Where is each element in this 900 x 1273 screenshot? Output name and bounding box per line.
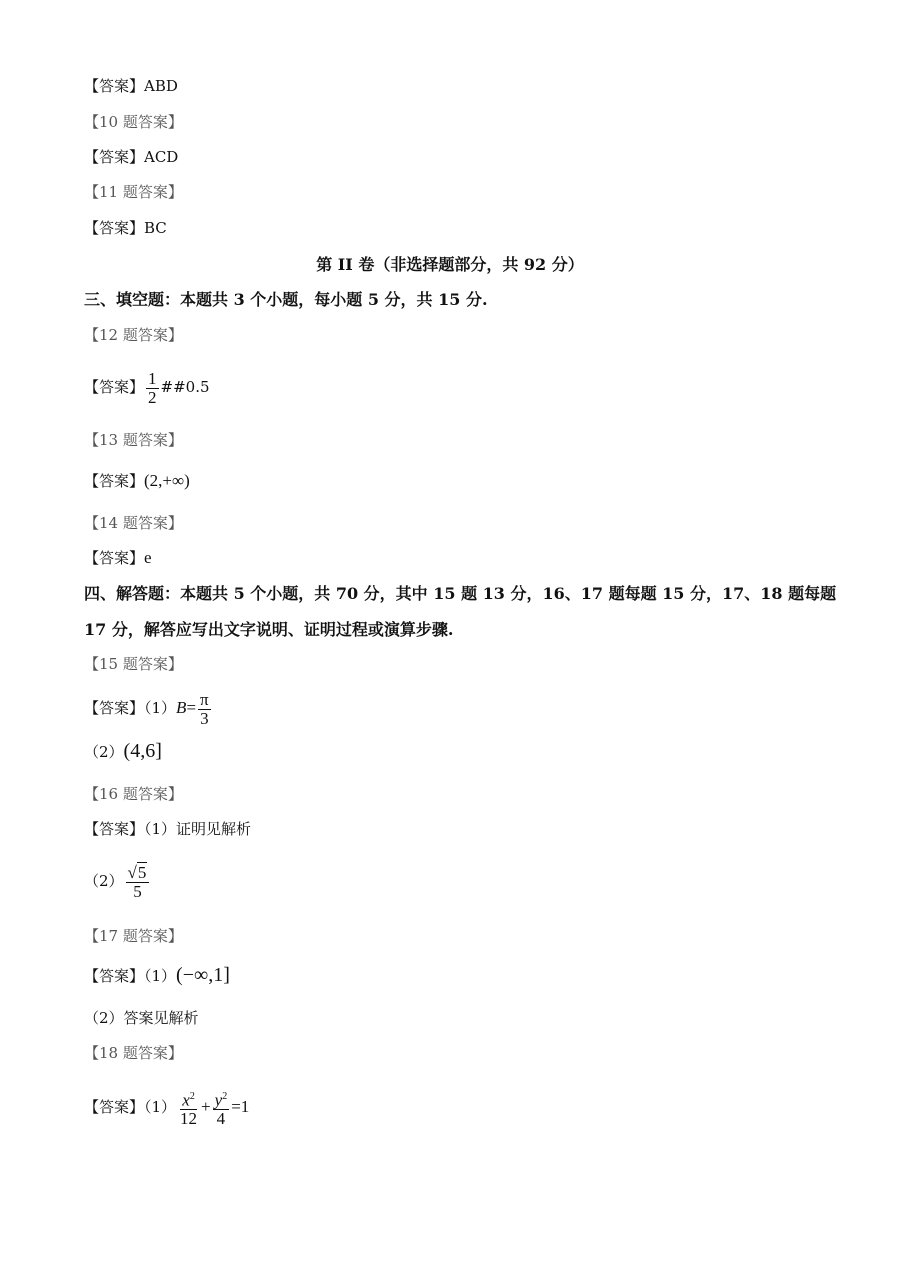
part-label: （2） bbox=[84, 872, 124, 890]
q15-label: 【15 题答案】 bbox=[84, 655, 183, 673]
variable-b: B bbox=[176, 698, 187, 717]
answer-q14 bbox=[84, 548, 152, 568]
exponent: 2 bbox=[189, 1090, 195, 1102]
answer-q15-part1 bbox=[84, 685, 213, 731]
radicand: 5 bbox=[137, 862, 147, 882]
q10-label: 【10 题答案】 bbox=[84, 113, 183, 131]
answer-prefix: 【答案】 bbox=[84, 472, 145, 490]
interval-value: (4,6] bbox=[123, 740, 162, 762]
q16-label: 【16 题答案】 bbox=[84, 785, 183, 803]
variable-y: y bbox=[214, 1090, 223, 1110]
q12-label: 【12 题答案】 bbox=[84, 326, 183, 344]
section4-title-line2: 17 分，解答应写出文字说明、证明过程或演算步骤. bbox=[84, 620, 454, 639]
fraction-one-half bbox=[146, 370, 159, 407]
part-label: （2） bbox=[84, 743, 124, 761]
answer-alt-value: ##0.5 bbox=[160, 378, 210, 396]
answer-q17-part2: （2）答案见解析 bbox=[84, 1009, 199, 1027]
answer-q13 bbox=[84, 471, 190, 491]
plus-sign: + bbox=[201, 1097, 211, 1116]
answer-prefix: 【答案】（1） bbox=[84, 1098, 177, 1116]
fraction-denominator: 4 bbox=[216, 1109, 226, 1129]
fraction-numerator bbox=[126, 864, 150, 883]
fraction-sqrt5-over-5 bbox=[126, 864, 150, 901]
fraction-denominator: 12 bbox=[180, 1109, 198, 1129]
answer-q10: 【答案】ACD bbox=[84, 148, 179, 166]
answer-prefix: 【答案】（1） bbox=[84, 699, 177, 717]
fraction-x2-over-12 bbox=[178, 1088, 199, 1129]
equals-sign: = bbox=[186, 698, 197, 717]
q11-label: 【11 题答案】 bbox=[84, 183, 183, 201]
q14-label: 【14 题答案】 bbox=[84, 514, 183, 532]
section4-title-line1: 四、解答题：本题共 5 个小题，共 70 分，其中 15 题 13 分，16、17 题每题 15 分，17、18 题每题 bbox=[84, 584, 837, 603]
answer-q17-part1 bbox=[84, 965, 230, 986]
answer-q15-part2 bbox=[84, 741, 162, 762]
fraction-pi-over-3 bbox=[198, 691, 211, 728]
answer-prefix: 【答案】（1） bbox=[84, 967, 177, 985]
equals-one: =1 bbox=[231, 1097, 250, 1116]
answer-q16-part2 bbox=[84, 858, 151, 908]
answer-q12 bbox=[84, 364, 210, 410]
answer-q9: 【答案】ABD bbox=[84, 77, 178, 95]
exponent: 2 bbox=[222, 1090, 228, 1102]
interval-value: (2,+∞) bbox=[144, 471, 190, 490]
fraction-denominator: 2 bbox=[148, 387, 157, 407]
fraction-numerator: π bbox=[200, 689, 209, 709]
fraction-numerator bbox=[213, 1088, 230, 1111]
section3-title: 三、填空题：本题共 3 个小题，每小题 5 分，共 15 分. bbox=[84, 290, 488, 309]
interval-value: (−∞,1] bbox=[176, 964, 230, 986]
answer-q16-part1: 【答案】（1）证明见解析 bbox=[84, 820, 252, 838]
answer-q11: 【答案】BC bbox=[84, 219, 167, 237]
fraction-denominator: 5 bbox=[133, 881, 142, 901]
answer-prefix: 【答案】 bbox=[84, 549, 145, 567]
q18-label: 【18 题答案】 bbox=[84, 1044, 183, 1062]
sqrt-symbol-icon: √ bbox=[127, 862, 137, 882]
answer-value: e bbox=[144, 548, 152, 567]
q17-label: 【17 题答案】 bbox=[84, 927, 183, 945]
fraction-denominator: 3 bbox=[200, 708, 209, 728]
fraction-numerator bbox=[180, 1088, 197, 1111]
variable-x: x bbox=[182, 1090, 190, 1110]
fraction-y2-over-4 bbox=[213, 1088, 230, 1129]
fraction-numerator: 1 bbox=[148, 368, 157, 388]
answer-prefix: 【答案】 bbox=[84, 378, 145, 396]
q13-label: 【13 题答案】 bbox=[84, 431, 183, 449]
answer-q18-part1 bbox=[84, 1084, 249, 1134]
part2-title: 第 II 卷（非选择题部分，共 92 分） bbox=[316, 255, 584, 274]
